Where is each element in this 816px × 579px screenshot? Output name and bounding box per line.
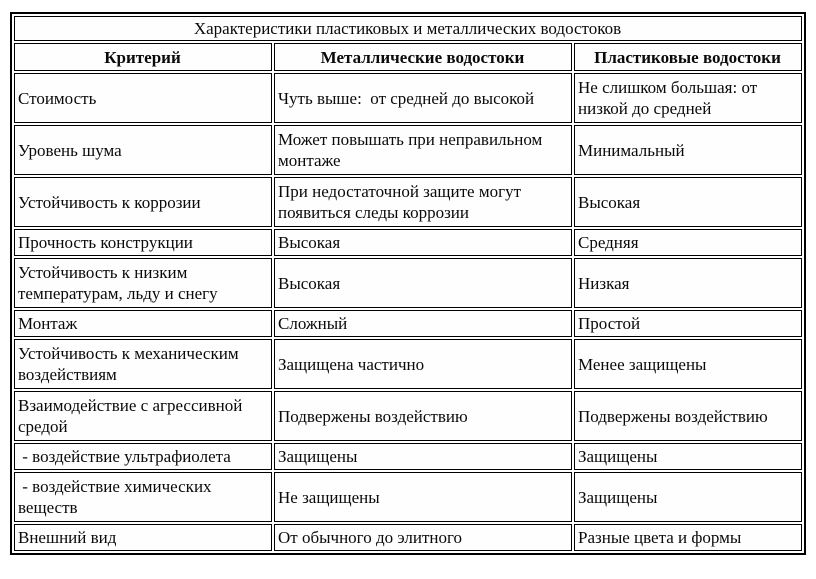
criterion-cell: Устойчивость к механическим воздействиям xyxy=(14,339,272,389)
table-row xyxy=(14,443,802,470)
criterion-cell: Монтаж xyxy=(14,310,272,337)
plastic-cell: Не слишком большая: от низкой до средней xyxy=(574,73,802,123)
plastic-cell: Защищены xyxy=(574,443,802,470)
metal-cell: От обычного до элитного xyxy=(274,524,572,551)
table-row xyxy=(14,391,802,441)
table-row xyxy=(14,339,802,389)
plastic-cell: Разные цвета и формы xyxy=(574,524,802,551)
metal-cell: Высокая xyxy=(274,229,572,256)
metal-cell: Подвержены воздействию xyxy=(274,391,572,441)
table-row xyxy=(14,73,802,123)
plastic-cell: Средняя xyxy=(574,229,802,256)
table-row xyxy=(14,229,802,256)
table-row xyxy=(14,310,802,337)
metal-cell: При недостаточной защите могут появиться следы коррозии xyxy=(274,177,572,227)
metal-cell: Не защищены xyxy=(274,472,572,522)
column-header-plastic: Пластиковые водостоки xyxy=(574,43,802,71)
criterion-cell: - воздействие ультрафиолета xyxy=(14,443,272,470)
metal-cell: Защищена частично xyxy=(274,339,572,389)
plastic-cell: Подвержены воздействию xyxy=(574,391,802,441)
document-page xyxy=(0,12,816,579)
column-header-metal: Металлические водостоки xyxy=(274,43,572,71)
criterion-cell: - воздействие химических веществ xyxy=(14,472,272,522)
plastic-cell: Защищены xyxy=(574,472,802,522)
criterion-cell: Уровень шума xyxy=(14,125,272,175)
column-header-criterion: Критерий xyxy=(14,43,272,71)
criterion-cell: Взаимодействие с агрессивной средой xyxy=(14,391,272,441)
plastic-cell: Минимальный xyxy=(574,125,802,175)
criterion-cell: Прочность конструкции xyxy=(14,229,272,256)
criterion-cell: Внешний вид xyxy=(14,524,272,551)
table-row xyxy=(14,125,802,175)
plastic-cell: Высокая xyxy=(574,177,802,227)
plastic-cell: Низкая xyxy=(574,258,802,308)
criterion-cell: Устойчивость к коррозии xyxy=(14,177,272,227)
table-row xyxy=(14,177,802,227)
table-header-row xyxy=(14,43,802,71)
metal-cell: Сложный xyxy=(274,310,572,337)
metal-cell: Чуть выше: от средней до высокой xyxy=(274,73,572,123)
table-row xyxy=(14,524,802,551)
metal-cell: Может повышать при неправильном монтаже xyxy=(274,125,572,175)
plastic-cell: Менее защищены xyxy=(574,339,802,389)
plastic-cell: Простой xyxy=(574,310,802,337)
criterion-cell: Устойчивость к низким температурам, льду и снегу xyxy=(14,258,272,308)
table-row xyxy=(14,472,802,522)
table-title: Характеристики пластиковых и металлических водостоков xyxy=(14,16,802,41)
table-row xyxy=(14,258,802,308)
table-title-row xyxy=(14,16,802,41)
metal-cell: Защищены xyxy=(274,443,572,470)
gutters-comparison-table xyxy=(10,12,806,555)
criterion-cell: Стоимость xyxy=(14,73,272,123)
metal-cell: Высокая xyxy=(274,258,572,308)
